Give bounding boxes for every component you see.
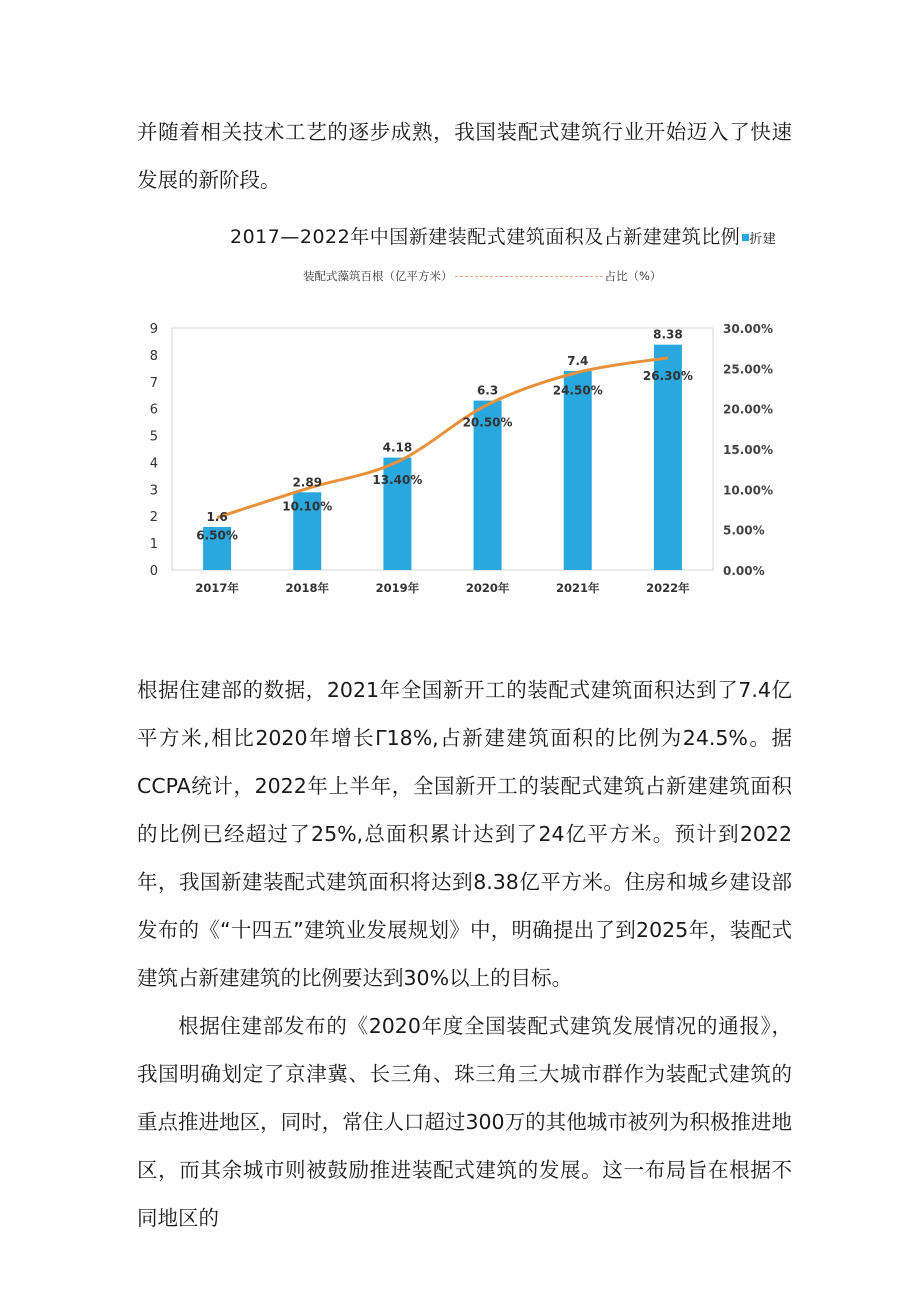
y-right-tick-label: 10.00% (723, 483, 773, 498)
line-value-label: 10.10% (282, 499, 333, 514)
chart-title (230, 222, 776, 249)
y-left-tick-label: 8 (149, 348, 158, 364)
line-value-label: 6.50% (196, 528, 238, 543)
y-left-tick-label: 3 (149, 483, 158, 499)
y-right-tick-label: 5.00% (723, 523, 765, 538)
paragraph-regions: 根据住建部发布的《2020年度全国装配式建筑发展情况的通报》，我国明确划定了京津冀、长三角、珠三角三大城市群作为装配式建筑的重点推进地区，同时，常住人口超过300万的其他城市被列为积极推进地区，而其余城市则被鼓励推进装配式建筑的发展。这一布局旨在根据不同地区的 (137, 1014, 792, 1230)
legend-bar-label: 装配式藻筑百根（亿平方米） (303, 269, 453, 283)
chart-title-text: 2017—2022年中国新建装配式建筑面积及占新建建筑比例 (230, 226, 741, 248)
bar (564, 371, 592, 570)
x-tick-label: 2019年 (375, 581, 420, 595)
y-right-tick-label: 20.00% (723, 402, 773, 417)
x-tick-label: 2021年 (555, 581, 600, 595)
line-value-label: 26.30% (642, 368, 693, 383)
bar-value-label: 6.3 (476, 383, 499, 398)
line-value-label: 20.50% (462, 415, 513, 430)
y-left-tick-label: 4 (149, 456, 158, 472)
chart-legend (303, 268, 661, 284)
ratio-line (217, 358, 668, 518)
y-right-tick-label: 30.00% (723, 322, 773, 336)
bar-value-label: 1.6 (206, 509, 228, 524)
paragraph-data: 根据住建部的数据，2021年全国新开工的装配式建筑面积达到了7.4亿平方米,相比2020年增长Γ18%,占新建建筑面积的比例为24.5%。据CCPA统计，2022年上半年，全国新开工的装配式建筑占新建建筑面积的比例已经超过了25%,总面积累计达到了24亿平方米。预计到2022年，我国新建装配式建筑面积将达到8.38亿平方米。住房和城乡建设部发布的《“十四五”建筑业发展规划》中，明确提出了到2025年，装配式建筑占新建建筑的比例要达到30%以上的目标。 (137, 678, 792, 990)
line-value-label: 13.40% (372, 472, 423, 487)
bar-value-label: 2.89 (292, 475, 323, 490)
x-tick-label: 2022年 (646, 581, 690, 595)
x-tick-label: 2018年 (285, 581, 330, 595)
y-right-tick-label: 0.00% (723, 564, 765, 578)
y-left-tick-label: 9 (149, 322, 158, 337)
y-left-tick-label: 6 (149, 402, 158, 418)
line-value-label: 24.50% (552, 383, 603, 398)
paragraph-intro: 并随着相关技术工艺的逐步成熟，我国装配式建筑行业开始迈入了快速发展的新阶段。 (137, 120, 792, 192)
y-right-tick-label: 25.00% (723, 362, 773, 377)
y-right-tick-label: 15.00% (723, 443, 773, 457)
y-left-tick-label: 1 (149, 537, 158, 553)
legend-line-label: 占比（%） (604, 269, 662, 283)
bar-value-label: 8.38 (653, 327, 683, 342)
combo-chart (130, 310, 780, 600)
legend-line-swatch-icon (455, 276, 603, 277)
bar-value-label: 7.4 (567, 354, 589, 369)
plot-frame (172, 328, 713, 570)
y-left-tick-label: 7 (149, 375, 158, 391)
y-left-tick-label: 0 (149, 564, 158, 579)
y-left-tick-label: 2 (149, 510, 158, 526)
y-left-tick-label: 5 (149, 429, 158, 445)
x-tick-label: 2017年 (195, 581, 239, 595)
chart-title-suffix: 折建 (749, 232, 777, 247)
x-tick-label: 2020年 (465, 581, 510, 595)
bar-value-label: 4.18 (382, 440, 413, 455)
